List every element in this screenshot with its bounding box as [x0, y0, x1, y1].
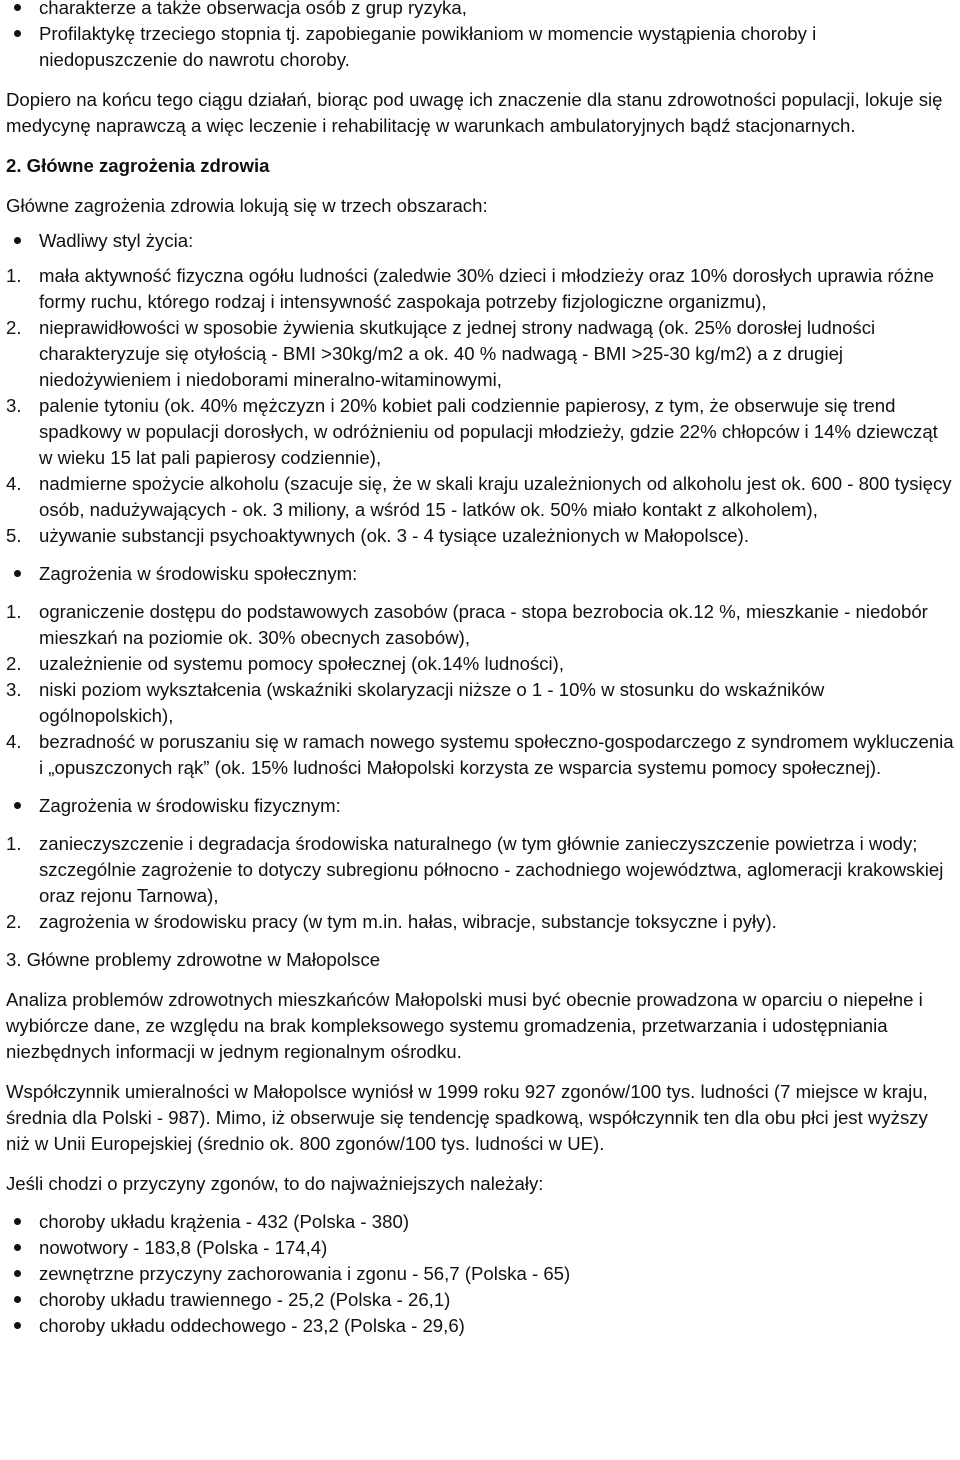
lifestyle-numbered-list [6, 263, 956, 549]
list-item-text: choroby układu krążenia - 432 (Polska - 380) [39, 1211, 410, 1232]
item-number: 1. [6, 601, 22, 622]
item-number: 3. [6, 395, 22, 416]
list-item-text: nadmierne spożycie alkoholu (szacuje się, że w skali kraju uzależnionych od alkoholu jest ok. 600 - 800 tysięcy osób, nadużywających - ok. 3 miliony, a wśród 15 - latków ok. 50% miało kontakt z alkoholem), [39, 473, 952, 520]
bullet-icon [14, 570, 21, 577]
list-item [6, 729, 956, 781]
list-item-text: używanie substancji psychoaktywnych (ok. 3 - 4 tysiące uzależnionych w Małopolsce). [39, 525, 749, 546]
list-item [6, 1209, 956, 1235]
section-3-paragraph-1: Analiza problemów zdrowotnych mieszkańców Małopolski musi być obecnie prowadzona w oparciu o niepełne i wybiórcze dane, ze względu na brak kompleksowego systemu gromadzenia, przetwarzania i udostępniania niezbędnych informacji w jednym regionalnym ośrodku. [6, 989, 923, 1062]
social-numbered-list [6, 599, 956, 781]
item-number: 1. [6, 265, 22, 286]
section-2-intro: Główne zagrożenia zdrowia lokują się w trzech obszarach: [6, 195, 488, 216]
list-item-text: choroby układu oddechowego - 23,2 (Polska - 29,6) [39, 1315, 465, 1336]
list-item-text: choroby układu trawiennego - 25,2 (Polska - 26,1) [39, 1289, 451, 1310]
item-number: 1. [6, 833, 22, 854]
list-item [6, 1313, 956, 1339]
list-item-text: nowotwory - 183,8 (Polska - 174,4) [39, 1237, 328, 1258]
bullet-icon [14, 4, 21, 11]
item-number: 2. [6, 317, 22, 338]
item-number: 2. [6, 911, 22, 932]
list-item-text: Wadliwy styl życia: [39, 230, 194, 251]
bullet-icon [14, 1270, 21, 1277]
bullet-icon [14, 1218, 21, 1225]
causes-bullet-list [6, 1209, 956, 1339]
list-item [6, 393, 956, 471]
document-page [6, 0, 956, 1339]
list-item [6, 651, 956, 677]
physical-numbered-list [6, 831, 956, 935]
list-item-text: Profilaktykę trzeciego stopnia tj. zapobieganie powikłaniom w momencie wystąpienia choroby i niedopuszczenie do nawrotu choroby. [39, 23, 817, 70]
list-item [6, 0, 956, 21]
lifestyle-bullet [6, 228, 956, 254]
intro-paragraph: Dopiero na końcu tego ciągu działań, biorąc pod uwagę ich znaczenie dla stanu zdrowotności populacji, lokuje się medycynę naprawczą a więc leczenie i rehabilitację w warunkach ambulatoryjnych bądź stacjonarnych. [6, 89, 943, 136]
list-item [6, 1261, 956, 1287]
list-item [6, 909, 956, 935]
list-item [6, 677, 956, 729]
list-item-text: niski poziom wykształcenia (wskaźniki skolaryzacji niższe o 1 - 10% w stosunku do wskaźników ogólnopolskich), [39, 679, 825, 726]
social-bullet [6, 561, 956, 587]
item-number: 4. [6, 731, 22, 752]
list-item [6, 599, 956, 651]
bullet-icon [14, 1322, 21, 1329]
physical-bullet [6, 793, 956, 819]
bullet-icon [14, 1296, 21, 1303]
bullet-icon [14, 802, 21, 809]
section-2-heading: 2. Główne zagrożenia zdrowia [6, 155, 270, 176]
list-item-text: zewnętrzne przyczyny zachorowania i zgonu - 56,7 (Polska - 65) [39, 1263, 571, 1284]
list-item [6, 21, 956, 73]
item-number: 5. [6, 525, 22, 546]
list-item-text: Zagrożenia w środowisku fizycznym: [39, 795, 341, 816]
list-item-text: Zagrożenia w środowisku społecznym: [39, 563, 358, 584]
bullet-icon [14, 1244, 21, 1251]
bullet-icon [14, 30, 21, 37]
list-item [6, 523, 956, 549]
list-item [6, 263, 956, 315]
list-item-text: nieprawidłowości w sposobie żywienia skutkujące z jednej strony nadwagą (ok. 25% dorosłej ludności charakteryzuje się otyłością - BMI >30kg/m2 a ok. 40 % nadwagą - BMI >25-30 kg/m2) a z drugiej niedożywieniem i niedoborami mineralno-witaminowymi, [39, 317, 876, 390]
list-item-text: zagrożenia w środowisku pracy (w tym m.in. hałas, wibracje, substancje toksyczne i pyły). [39, 911, 777, 932]
section-3-paragraph-2: Współczynnik umieralności w Małopolsce wyniósł w 1999 roku 927 zgonów/100 tys. ludności (7 miejsce w kraju, średnia dla Polski - 987). Mimo, iż obserwuje się tendencję spadkową, współczynnik ten dla obu płci jest wyższy niż w Unii Europejskiej (średnio ok. 800 zgonów/100 tys. ludności w UE). [6, 1081, 928, 1154]
list-item-text: ograniczenie dostępu do podstawowych zasobów (praca - stopa bezrobocia ok.12 %, mieszkanie - niedobór mieszkań na poziomie ok. 30% obecnych zasobów), [39, 601, 928, 648]
list-item-text: zanieczyszczenie i degradacja środowiska naturalnego (w tym głównie zanieczyszczenie powietrza i wody; szczególnie zagrożenie to dotyczy subregionu północno - zachodniego województwa, aglomeracji krakowskiej oraz rejonu Tarnowa), [39, 833, 944, 906]
list-item [6, 1235, 956, 1261]
bullet-icon [14, 237, 21, 244]
list-item-text: bezradność w poruszaniu się w ramach nowego systemu społeczno-gospodarczego z syndromem wykluczenia i „opuszczonych rąk” (ok. 15% ludności Małopolski korzysta ze wsparcia systemu pomocy społecznej). [39, 731, 954, 778]
list-item [6, 831, 956, 909]
list-item [6, 471, 956, 523]
item-number: 3. [6, 679, 22, 700]
list-item-text: charakterze a także obserwacja osób z grup ryzyka, [39, 0, 467, 18]
causes-intro: Jeśli chodzi o przyczyny zgonów, to do najważniejszych należały: [6, 1173, 544, 1194]
list-item [6, 1287, 956, 1313]
list-item [6, 315, 956, 393]
list-item-text: mała aktywność fizyczna ogółu ludności (zaledwie 30% dzieci i młodzieży oraz 10% dorosłych uprawia różne formy ruchu, którego rodzaj i intensywność zaspokaja potrzeby fizjologiczne organizmu), [39, 265, 934, 312]
prevention-bullet-list [6, 0, 956, 73]
list-item [6, 228, 956, 254]
list-item-text: uzależnienie od systemu pomocy społecznej (ok.14% ludności), [39, 653, 565, 674]
list-item [6, 561, 956, 587]
section-3-heading: 3. Główne problemy zdrowotne w Małopolsce [6, 949, 381, 970]
item-number: 4. [6, 473, 22, 494]
list-item [6, 793, 956, 819]
list-item-text: palenie tytoniu (ok. 40% mężczyzn i 20% kobiet pali codziennie papierosy, z tym, że obserwuje się trend spadkowy w populacji dorosłych, w odróżnieniu od populacji młodzieży, gdzie 22% chłopców i 14% dziewcząt w wieku 15 lat pali papierosy codziennie), [39, 395, 938, 468]
item-number: 2. [6, 653, 22, 674]
